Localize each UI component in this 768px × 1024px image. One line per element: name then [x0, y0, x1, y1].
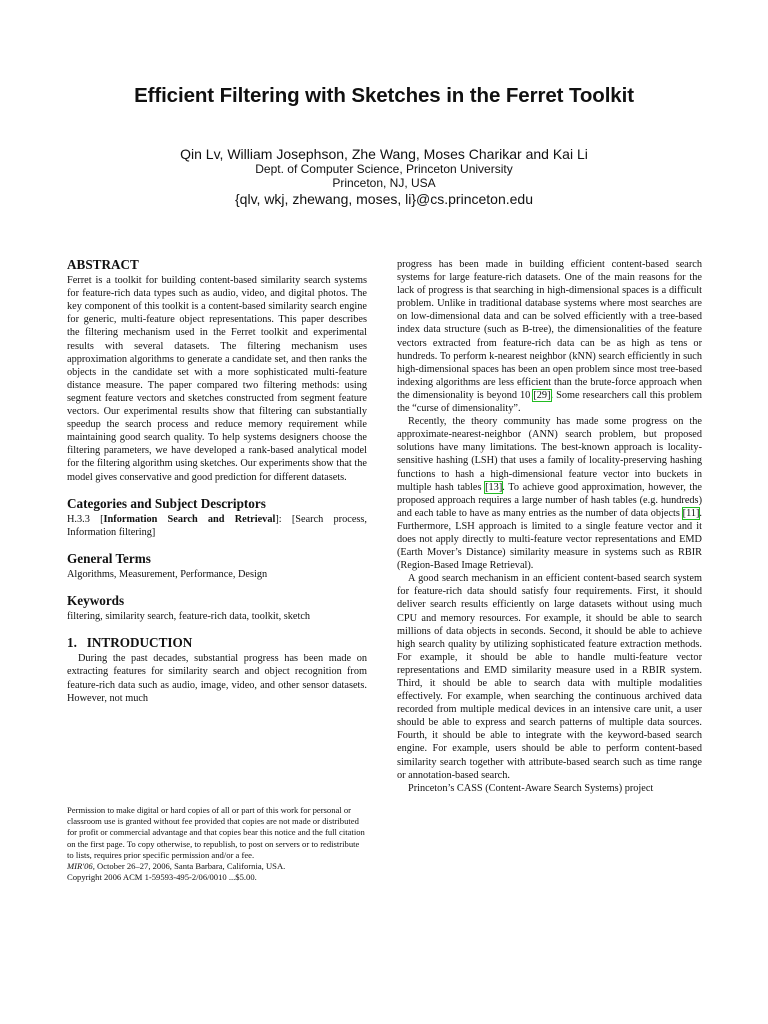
- affiliation-location: Princeton, NJ, USA: [332, 176, 436, 190]
- paper-title: Efficient Filtering with Sketches in the Ferret Toolkit: [134, 84, 634, 107]
- categories-bold: Information Search and Retrieval: [103, 513, 276, 525]
- conference-name: MIR'06,: [67, 861, 95, 872]
- keywords-text: filtering, similarity search, feature-rich data, toolkit, sketch: [67, 611, 311, 623]
- copyright-line: Copyright 2006 ACM 1-59593-495-2/06/0010 ...$5.00.: [67, 872, 257, 883]
- left-column: [67, 258, 367, 705]
- categories-heading: Categories and Subject Descriptors: [67, 495, 266, 511]
- right-paragraph-4: Princeton’s CASS (Content-Aware Search Systems) project: [408, 782, 654, 794]
- categories-code: H.3.3 [: [67, 513, 104, 525]
- abstract-heading: ABSTRACT: [67, 257, 139, 272]
- citation-29[interactable]: [29]: [533, 389, 551, 401]
- conference-line: [67, 861, 367, 872]
- paragraph-text: progress has been made in building efficient content-based search systems for large feature-rich datasets. One of the main reasons for the lack of progress is that searching in high-dimensional spaces is a difficult problem. Unlike in traditional database systems where most searches are on low-dimensional data and can be solved efficiently with a tree-based index data structure (such as B-tree), the dimensionalities of the feature vectors extracted from feature-rich data can be as high as tens or hundreds. To perform k-nearest neighbor (kNN) search efficiently in such high-dimensional spaces has been an open problem since most tree-based indexing algorithms are less efficient than the brute-force approach when the dimensionality is beyond 10: [397, 259, 702, 401]
- paragraph-text: . Furthermore, LSH approach is limited to a single feature vector and it does not apply directly to multi-feature vector representations and EMD (Earth Mover’s Distance) similarity measure in systems such as RBIR (Region-Based Image Retrieval).: [397, 507, 702, 572]
- citation-11[interactable]: [11]: [682, 507, 700, 519]
- affiliation: [0, 162, 768, 190]
- general-terms-text: Algorithms, Measurement, Performance, Design: [67, 568, 268, 580]
- right-paragraph-1: [397, 258, 702, 415]
- permission-notice: Permission to make digital or hard copies of all or part of this work for personal or classroom use is granted without fee provided that copies are not made or distributed for profit or commercial advantage and that copies bear this notice and the full citation on the first page. To copy otherwise, to republish, to post on servers or to redistribute to lists, requires prior specific permission and/or a fee.: [67, 805, 365, 860]
- categories-rest: ]: [Search process, Information filtering]: [67, 513, 367, 538]
- general-terms-heading: General Terms: [67, 550, 151, 566]
- right-paragraph-2: [397, 415, 702, 572]
- keywords-heading: Keywords: [67, 593, 125, 609]
- paragraph-text: . Some researchers call this problem the “curse of dimensionality”.: [397, 389, 702, 415]
- abstract-text: Ferret is a toolkit for building content-based similarity search systems for feature-rich data types such as audio, video, and digital photos. The key component of this toolkit is a content-based similarity search engine for generic, multi-feature object representations. This paper describes the filtering mechanism used in the Ferret toolkit and experimental results with several datasets. The filtering mechanism uses approximation algorithms to generate a candidate set, and then ranks the objects in the candidate set with a more sophisticated multi-feature distance measure. The paper compared two filtering methods: using segment feature vectors and sketches constructed from segment feature vectors. Our experimental results show that filtering can substantially speedup the search process and reduce memory requirement while maintaining good search quality. To help systems designers choose the filtering parameters, we have developed a rank-based analytical model for the filtering algorithm using sketches. Our experiments show that the model gives conservative and good prediction for different datasets.: [67, 275, 367, 483]
- affiliation-department: Dept. of Computer Science, Princeton University: [255, 162, 513, 176]
- paragraph-text: . To achieve good approximation, however, the proposed approach requires a large number of hash tables (e.g. hundreds) and each table to have as many entries as the number of data objects: [397, 481, 703, 519]
- conference-details: October 26–27, 2006, Santa Barbara, California, USA.: [94, 861, 286, 872]
- introduction-heading: 1. INTRODUCTION: [67, 635, 193, 651]
- author-emails: {qlv, wkj, zhewang, moses, li}@cs.princeton.edu: [235, 191, 533, 207]
- citation-13[interactable]: [13]: [485, 481, 503, 493]
- introduction-text: During the past decades, substantial progress has been made on extracting features for similarity search and object recognition from feature-rich data such as audio, image, video, and other sensor datasets. However, not much: [67, 653, 367, 704]
- author-list: Qin Lv, William Josephson, Zhe Wang, Moses Charikar and Kai Li: [180, 146, 588, 162]
- paragraph-text: Recently, the theory community has made some progress on the approximate-nearest-neighbor (ANN) search problem, but proposed solutions have many limitations. The best-known approach is locality-sensitive hashing (LSH) that uses a family of locality-preserving hashing functions to hash a high-dimensional feature vector into buckets in multiple hash tables: [397, 416, 702, 493]
- right-paragraph-3: A good search mechanism in an efficient content-based search system for feature-rich data should satisfy four requirements. First, it should deliver search results efficiently on large datasets without using much CPU and memory resources. For example, it should be able to search millions of data objects in seconds. Second, it should be able to achieve high search quality by utilizing sophisticated feature extraction methods. For example, it should be able to handle multi-feature vector representations and EMD similarity measure used in a RBIR system. Third, it should be able to search data with multiple modalities effectively. For example, when searching the continuous archived data recorded from multiple medical devices in an intensive care unit, a user should be able to express and search patterns of multiple data sources. Fourth, it should be able to integrate with the keyword-based search engine. For example, users should be able to perform content-based similarity search together with attribute-based search such as time range or annotation-based search.: [397, 573, 702, 781]
- categories-text: [67, 513, 367, 539]
- right-column: [397, 258, 702, 795]
- footnote: [67, 805, 367, 883]
